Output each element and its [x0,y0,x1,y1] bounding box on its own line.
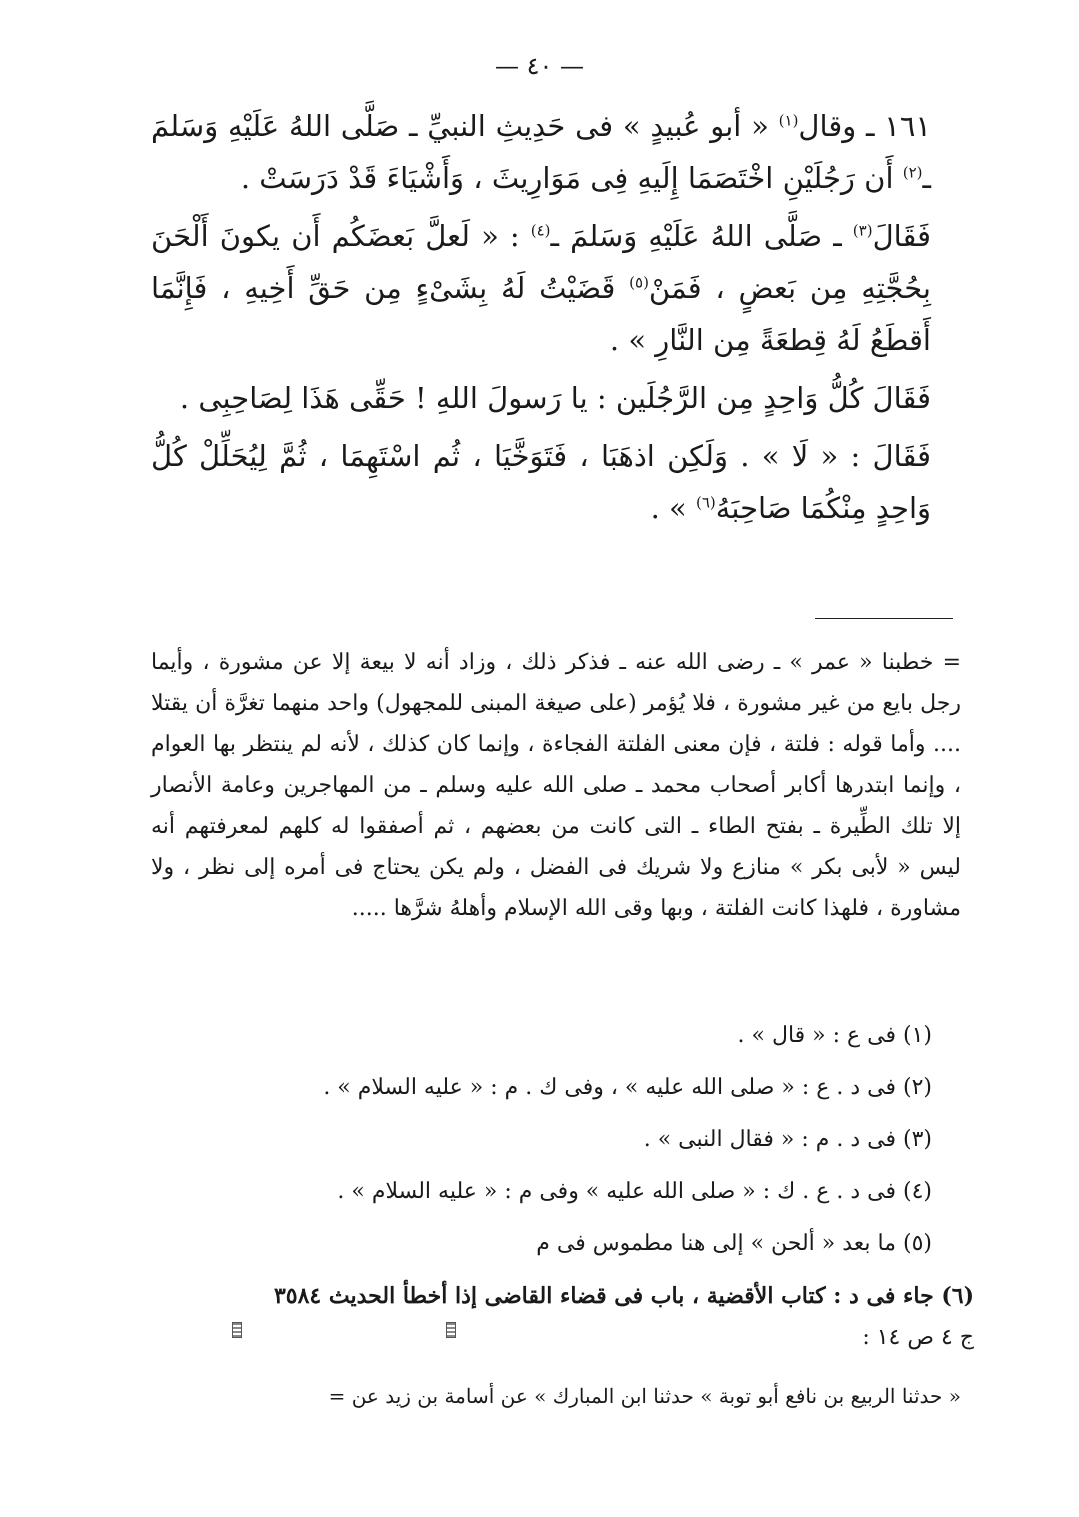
footnote-ref-1[interactable]: (١) [778,111,799,130]
text-segment: فَقَالَ : « لَا » . وَلَكِن اذهَبَا ، فَتَوَخَّيَا ، ثُم اسْتَهِمَا ، ثُمَّ لِيُحَلِّلْ كُلُّ وَاحِدٍ مِنْكُمَا صَاحِبَهُ [151,439,931,525]
footnote-4: (٤) فى د . ع . ك : « صلى الله عليه » وفى م : « عليه السلام » . [337,1179,932,1204]
text-segment: وقال [798,109,857,143]
paragraph-reply: فَقَالَ كُلُّ وَاحِدٍ مِن الرَّجُلَين : يا رَسولَ اللهِ ! حَقِّى هَذَا لِصَاحِبِى . [179,381,931,415]
page-number: — ٤٠ — [494,52,585,80]
text-segment: قَضَيْتُ لَهُ بِشَىْءٍ مِن حَقِّ أَخِيهِ ، فَإِنَّمَا أَقطَعُ لَهُ قِطعَةً مِن النَّارِ » . [151,271,931,357]
footnote-1: (١) فى ع : « قال » . [737,1023,932,1048]
continuation-line: « حدثنا الربيع بن نافع أبو توبة » حدثنا ابن المبارك » عن أسامة بن زيد عن = [328,1384,961,1408]
text-segment: » . [650,491,687,525]
footnote-ref-5[interactable]: (٥) [629,273,649,292]
commentary-block [151,642,961,929]
text-segment: أَن رَجُلَيْنِ اخْتَصَمَا إِلَيهِ فِى مَوَارِيثَ ، وَأَشْيَاءَ قَدْ دَرَسَتْ . [240,161,894,195]
main-text [151,100,931,540]
footnote-6: (٦) جاء فى د : كتاب الأقضية ، باب فى قضاء القاضى إذا أخطأ الحديث ٣٥٨٤ [273,1283,974,1309]
footnote-ref-2[interactable]: (٢) [902,163,923,182]
footnote-ref-3[interactable]: (٣) [852,221,873,240]
footnote-ref-4[interactable]: (٤) [530,221,551,240]
text-segment: ـ صَلَّى اللهُ عَلَيْهِ وَسَلمَ ـ [550,219,842,253]
footnote-5: (٥) ما بعد « ألحن » إلى هنا مطموس فى م [536,1231,932,1256]
footnote-2: (٢) فى د . ع : « صلى الله عليه » ، وفى ك . م : « عليه السلام » . [323,1075,932,1100]
commentary-paragraph: = خطبنا « عمر » ـ رضى الله عنه ـ فذكر ذلك ، وزاد أنه لا بيعة إلا عن مشورة ، وأيما رجل بايع من غير مشورة ، فلا يُؤمر (على صيغة المبنى للمجهول) واحد منهما تغرَّة أن يقتلا .... وأما قوله : فلتة ، فإن معنى الفلتة الفجاءة ، وإنما كان كذلك ، لأنه لم ينتظر بها العوام ، وإنما ابتدرها أكابر أصحاب محمد ـ صلى الله عليه وسلم ـ من المهاجرين وعامة الأنصار إلا تلك الطِّيرة ـ بفتح الطاء ـ التى كانت من بعضهم ، ثم أصفقوا له كلهم لمعرفتهم أنه ليس « لأبى بكر » منازع ولا شريك فى الفضل ، ولم يكن يحتاج فى أمره إلى نظر ، ولا مشاورة ، فلهذا كانت الفلتة ، وبها وقى الله الإسلام وأهلهُ شرَّها ..... [151,650,961,921]
paragraph-hadith [151,210,931,366]
reference-line: ج ٤ ص ١٤ : [862,1325,974,1350]
paragraph-ruling [151,430,931,534]
text-segment: « أبو عُبيدٍ » فى حَدِيثِ النبيِّ ـ صَلَّى اللهُ عَلَيْهِ وَسَلمَ ـ [151,109,931,195]
footnotes-list [144,1010,974,1322]
scan-artifact [446,1322,456,1338]
text-segment: : « لَعلَّ بَعضَكُم أَن يكونَ أَلْحَنَ بِحُجَّتِهِ مِن بَعضٍ ، فَمَنْ [151,219,932,305]
paragraph-161 [151,100,931,204]
footnote-separator [815,618,953,619]
paragraph-number: ١٦١ ـ [865,109,931,143]
footnote-ref-6[interactable]: (٦) [695,493,716,512]
text-segment: فَقَالَ [872,219,932,253]
scan-artifact [232,1322,242,1338]
footnote-3: (٣) فى د . م : « فقال النبى » . [643,1127,932,1152]
